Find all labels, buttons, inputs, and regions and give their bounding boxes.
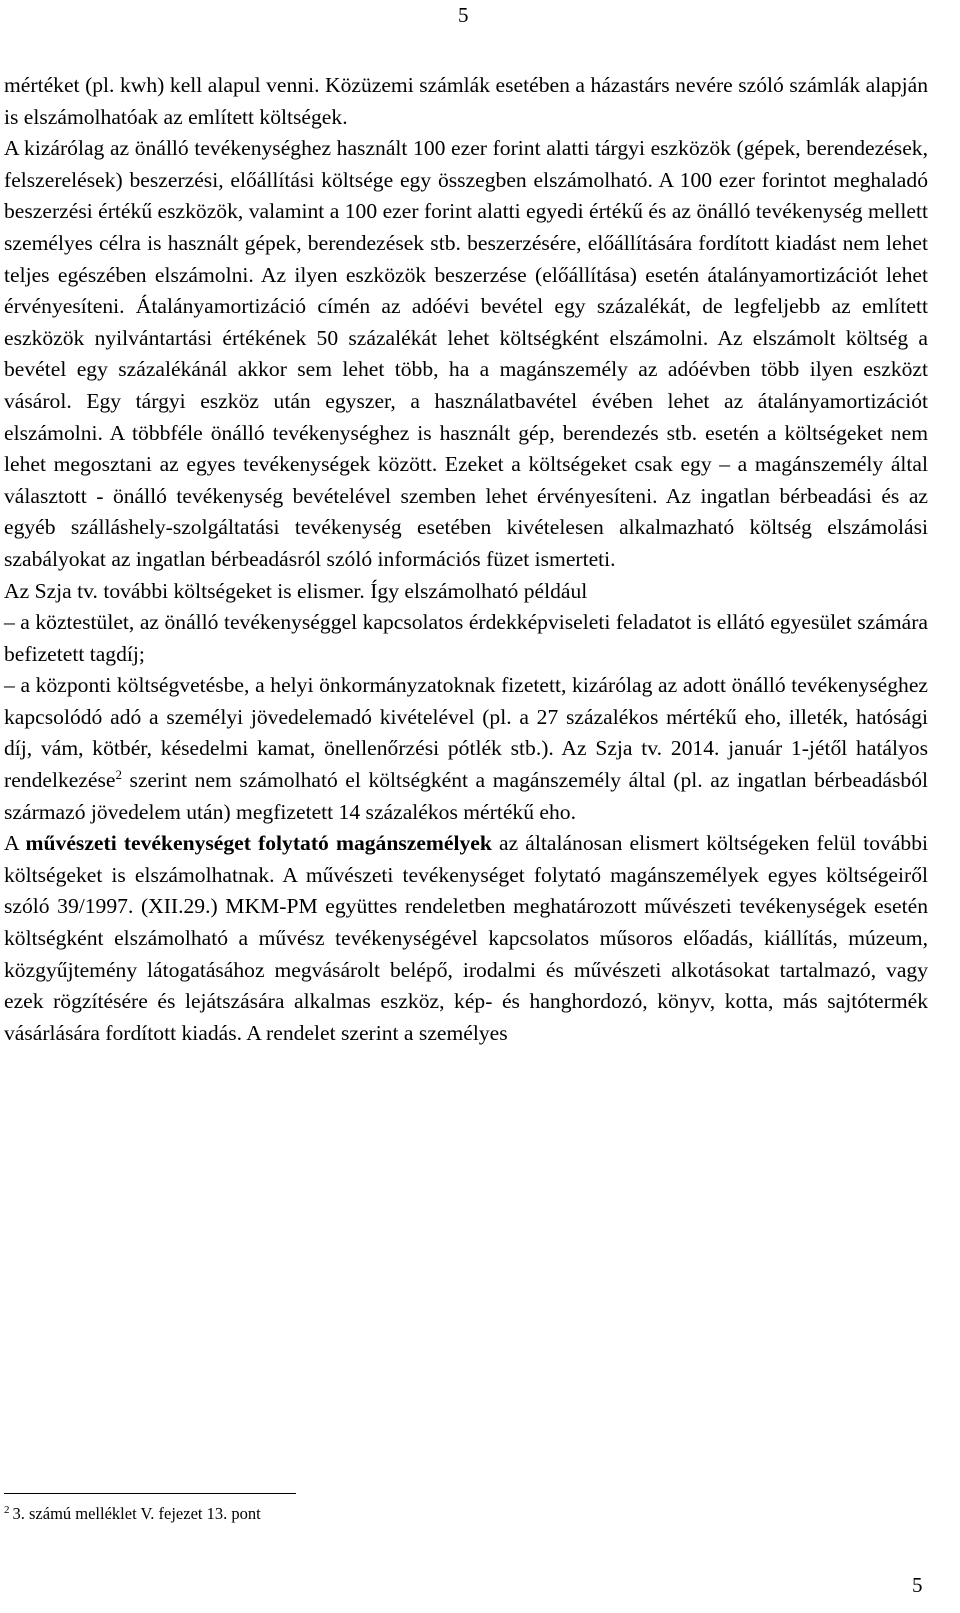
paragraph-artistic-activity [4,828,928,1049]
artistic-bold-term: művészeti tevékenységet folytató magánszemélyek [25,831,492,856]
artistic-prefix: A [4,831,26,856]
footnote-divider [4,1493,296,1494]
document-body [4,70,928,1049]
footnote [4,1503,261,1525]
list-item-taxes-text-cont: szerint nem számolható el költségként a magánszemély által (pl. az ingatlan bérbeadásból származó jövedelem után) megfizetett 14 százalékos mértékű eho. [4,768,928,824]
artistic-text: az általánosan elismert költségeken felül további költségeket is elszámolhatnak. A művészeti tevékenységet folytató magánszemélyek egyes költségeiről szóló 39/1997. (XII.29.) MKM-PM együttes rendeletben meghatározott művészeti tevékenységek esetén költségként elszámolható a művész tevékenységével kapcsolatos műsoros előadás, kiállítás, múzeum, közgyűjtemény látogatásához megvásárolt belépő, irodalmi és művészeti alkotásokat tartalmazó, vagy ezek rögzítésére és lejátszására alkalmas eszköz, kép- és hanghordozó, könyv, kotta, más sajtótermék vásárlására fordított kiadás. A rendelet szerint a személyes [4,831,928,1045]
list-item-taxes-text: – a központi költségvetésbe, a helyi önkormányzatoknak fizetett, kizárólag az adott önálló tevékenységhez kapcsolódó adó a személyi jövedelemadó kivételével (pl. a 27 százalékos mértékű eho, illeték, hatósági díj, vám, kötbér, késedelmi kamat, önellenőrzési pótlék stb.). Az Szja tv. 2014. január 1-jétől hatályos rendelkezése [4,673,928,793]
paragraph-depreciation: A kizárólag az önálló tevékenységhez használt 100 ezer forint alatti tárgyi eszközök (gépek, berendezések, felszerelések) beszerzési, előállítási költsége egy összegben elszámolható. A 100 ezer forintot meghaladó beszerzési értékű eszközök, valamint a 100 ezer forint alatti egyedi értékű és az önálló tevékenység mellett személyes célra is használt gépek, berendezések stb. beszerzésére, előállítására fordított kiadást nem lehet teljes egészében elszámolni. Az ilyen eszközök beszerzése (előállítása) esetén átalányamortizációt lehet érvényesíteni. Átalányamortizáció címén az adóévi bevétel egy százalékát, de legfeljebb az említett eszközök nyilvántartási értékének 50 százalékát lehet költségként elszámolni. Az elszámolt költség a bevétel egy százalékánál akkor sem lehet több, ha a magánszemély az adóévben több ilyen eszközt vásárol. Egy tárgyi eszköz után egyszer, a használatbavétel évében lehet az átalányamortizációt elszámolni. A többféle önálló tevékenységhez is használt gép, berendezés stb. esetén a költségeket nem lehet megosztani az egyes tevékenységek között. Ezeket a költségeket csak egy – a magánszemély által választott - önálló tevékenység bevételével szemben lehet érvényesíteni. Az ingatlan bérbeadási és az egyéb szálláshely-szolgáltatási tevékenység esetében kivételesen alkalmazható költség elszámolási szabályokat az ingatlan bérbeadásról szóló információs füzet ismerteti. [4,136,928,571]
footnote-marker: 2 [4,1503,10,1516]
page-number-bottom: 5 [912,1573,923,1597]
page-number-top: 5 [458,3,469,27]
paragraph-other-costs-intro: Az Szja tv. további költségeket is elismer. Így elszámolható például [4,578,588,603]
paragraph-utilities: mértéket (pl. kwh) kell alapul venni. Közüzemi számlák esetében a házastárs nevére szóló számlák alapján is elszámolhatóak az említett költségek. [4,73,928,129]
footnote-reference: 2 [115,766,122,782]
list-item-membership-fee: – a köztestület, az önálló tevékenységgel kapcsolatos érdekképviseleti feladatot is ellátó egyesület számára befizetett tagdíj; [4,610,928,666]
footnote-text: 3. számú melléklet V. fejezet 13. pont [12,1504,261,1523]
list-item-taxes [4,670,928,828]
